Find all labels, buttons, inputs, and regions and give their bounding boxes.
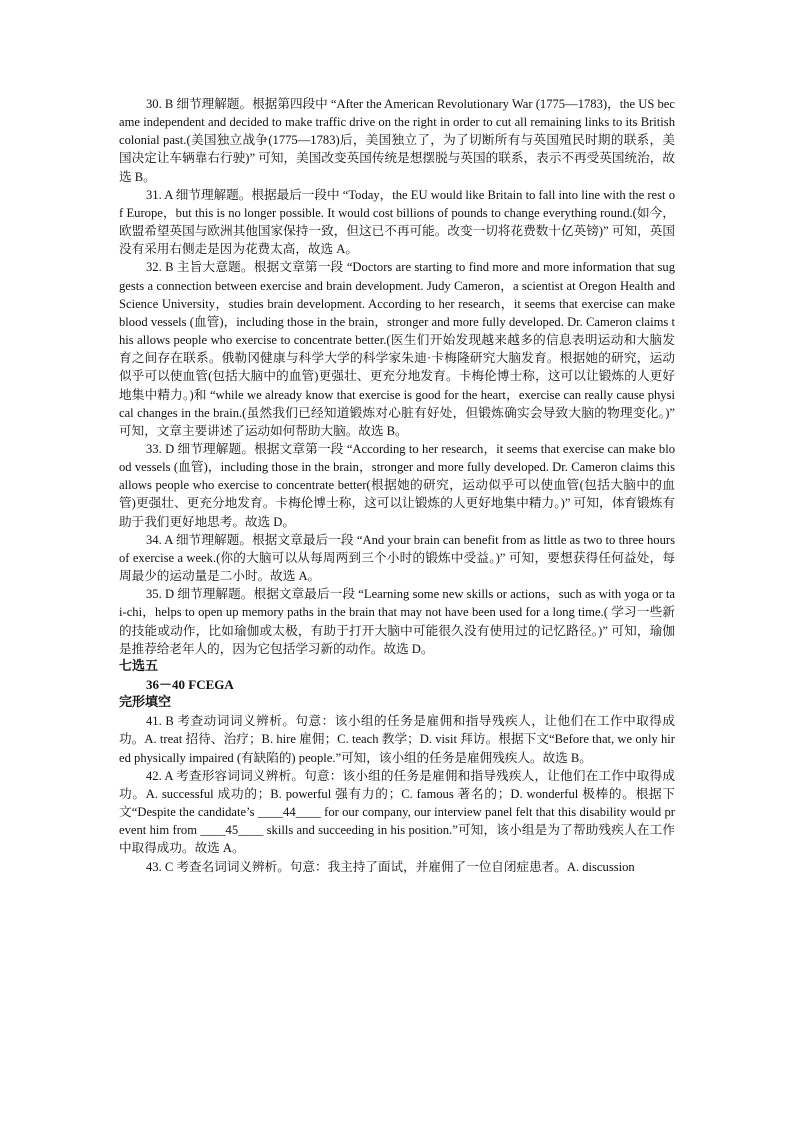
paragraph-q31: 31. A 细节理解题。根据最后一段中 “Today，the EU would like Britain to fall into line with the rest of Europe，but this is no longer possible. It would cost billions of pounds to change everything round.(如今，欧盟希望英国与欧洲其他国家保持一致，但这已不再可能。改变一切将花费数十亿英镑)” 可知，英国没有采用右侧走是因为花费太高，故选 A。 <box>119 187 675 257</box>
answer-key-36-40: 36－40 FCEGA <box>146 677 234 692</box>
paragraph-q33: 33. D 细节理解题。根据文章第一段 “According to her research，it seems that exercise can make blood vessels (血管)，including those in the brain，stronger and more fully developed. Dr. Cameron claims this allows people who exercise to concentrate better(根据她的研究，运动似乎可以使血管(包括大脑中的血管)更强壮、更充分地发育。卡梅伦博士称，这可以让锻炼的人更好地集中精力。)” 可知，体育锻炼有助于我们更好地思考。故选 D。 <box>119 441 675 529</box>
section-heading-seven-choose-five: 七选五 <box>119 658 159 674</box>
section-heading-cloze: 完形填空 <box>119 695 172 711</box>
paragraph-q42: 42. A 考查形容词词义辨析。句意：该小组的任务是雇佣和指导残疾人，让他们在工作中取得成功。A. successful 成功的；B. powerful 强有力的；C. famous 著名的；D. wonderful 极棒的。根据下文“Despite the candidate’s ____44____ for our company, our interview panel felt that this disability would prevent him from ____45____ skills and succeeding in his position.”可知，该小组是为了帮助残疾人在工作中取得成功。故选 A。 <box>119 768 675 856</box>
paragraph-q30: 30. B 细节理解题。根据第四段中 “After the American Revolutionary War (1775—1783)，the US became independent and decided to make traffic drive on the right in order to cut all remaining links to its British colonial past.(美国独立战争(1775—1783)后，美国独立了，为了切断所有与英国殖民时期的联系，美国决定让车辆靠右行驶)” 可知，美国改变英国传统是想摆脱与英国的联系，表示不再受英国统治，故选 B。 <box>119 97 675 184</box>
answer-explanations <box>119 95 675 876</box>
paragraph-q35: 35. D 细节理解题。根据文章最后一段 “Learning some new skills or actions，such as with yoga or tai-chi，helps to open up memory paths in the brain that may not have been used for a long time.( 学习一些新的技能或动作，比如瑜伽或太极，有助于打开大脑中可能很久没有使用过的记忆路径。)” 可知，瑜伽是推荐给老年人的，因为它包括学习新的动作。故选 D。 <box>119 587 675 656</box>
paragraph-q41: 41. B 考查动词词义辨析。句意：该小组的任务是雇佣和指导残疾人，让他们在工作中取得成功。A. treat 招待、治疗；B. hire 雇佣；C. teach 教学；D. visit 拜访。根据下文“Before that, we only hired physically impaired (有缺陷的) people.”可知，该小组的任务是雇佣残疾人。故选 B。 <box>119 714 675 765</box>
paragraph-q32: 32. B 主旨大意题。根据文章第一段 “Doctors are starting to find more and more information that suggests a connection between exercise and brain development. Judy Cameron，a scientist at Oregon Health and Science University，studies brain development. According to her research，it seems that exercise can make blood vessels (血管)，including those in the brain，stronger and more fully developed. Dr. Cameron claims this allows people who exercise to concentrate better.(医生们开始发现越来越多的信息表明运动和大脑发育之间存在联系。俄勒冈健康与科学大学的科学家朱迪·卡梅隆研究大脑发育。根据她的研究，运动似乎可以使血管(包括大脑中的血管)更强壮、更充分地发育。卡梅伦博士称，这可以让锻炼的人更好地集中精力。)和 “while we already know that exercise is good for the heart，exercise can really cause physical changes in the brain.(虽然我们已经知道锻炼对心脏有好处，但锻炼确实会导致大脑的物理变化。)” 可知，文章主要讲述了运动如何帮助大脑。故选 B。 <box>119 260 675 438</box>
paragraph-q43: 43. C 考查名词词义辨析。句意：我主持了面试，并雇佣了一位自闭症患者。A. discussion <box>146 859 635 874</box>
paragraph-q34: 34. A 细节理解题。根据文章最后一段 “And your brain can benefit from as little as two to three hours of exercise a week.(你的大脑可以从每周两到三个小时的锻炼中受益。)” 可知，要想获得任何益处，每周最少的运动量是二小时。故选 A。 <box>119 532 675 584</box>
